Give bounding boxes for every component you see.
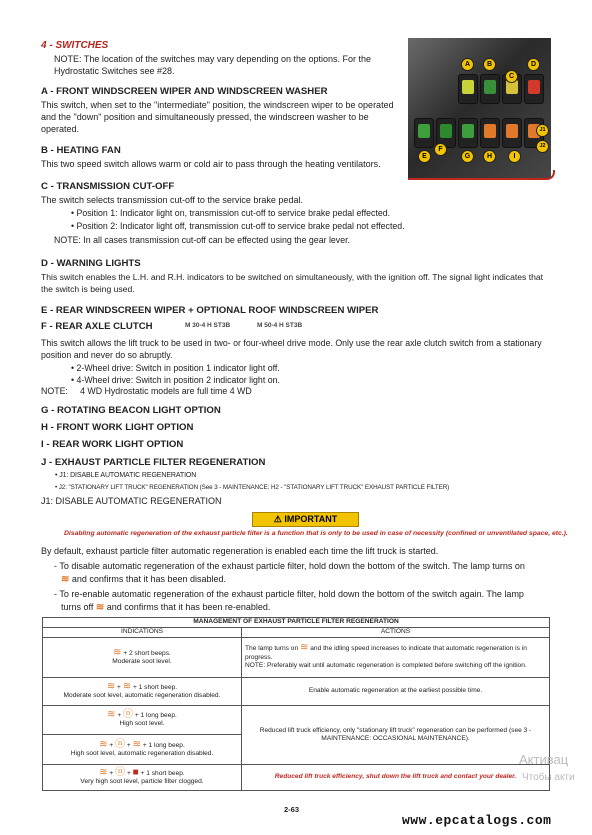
reenable-text-2b: and confirms that it has been re-enabled. (106, 602, 271, 612)
r3-ind-a: + 1 long beep. (134, 712, 177, 720)
reenable-text-1: - To re-enable automatic regeneration of the exhaust particle filter, hold down the bottom of the switch again. The lamp (54, 589, 524, 599)
model-label-1: M 30-4 H ST3B (185, 322, 231, 329)
callout-f: F (434, 143, 447, 156)
text-a: This switch, when set to the "intermediate" position, the windscreen wiper to be operated and the "down" position and simultaneously pressed, the windscreen washer to be operated. (41, 100, 394, 134)
intro-note: NOTE: The location of the switches may vary depending on the options. For the Hydrostatic Switches see #28. (54, 54, 372, 76)
callout-i: I (508, 150, 521, 163)
r5-indication: ≋ + ⓝ + ■ + 1 short beep. Very high soot level, particle filter clogged. (43, 765, 242, 791)
filter-lamp-icon: ≋ (122, 680, 132, 692)
activation-watermark-sub: Чтобы акти (522, 772, 575, 783)
disable-text-2: and confirms that it has been disabled. (71, 574, 227, 584)
activation-watermark: Активац (519, 752, 569, 767)
callout-a: A (461, 58, 474, 71)
disable-text-1: - To disable automatic regeneration of the exhaust particle filter, hold down the bottom of the switch. The lamp turns on (54, 561, 525, 571)
heading-f: F - REAR AXLE CLUTCH (41, 321, 153, 332)
table-title: MANAGEMENT OF EXHAUST PARTICLE FILTER REGENERATION (43, 618, 550, 628)
r2-ind-a: + 1 short beep. (132, 683, 178, 691)
label-j1: J1: DISABLE AUTOMATIC REGENERATION (41, 496, 222, 506)
heading-b: B - HEATING FAN (41, 145, 121, 156)
r34-action: Reduced lift truck efficiency, only "stationary lift truck" regeneration can be performed (see 3 - MAINTENANCE: OCCASIONAL MAINTENANCE). (242, 706, 550, 765)
r1-act-a: The lamp turns on (245, 645, 299, 653)
section-title: 4 - SWITCHES (41, 40, 109, 51)
warning-icon: ⚠ (273, 514, 282, 524)
heading-a: A - FRONT WINDSCREEN WIPER AND WINDSCREEN WASHER (41, 86, 328, 97)
filter-icon: ≋ (107, 709, 116, 721)
reenable-line-2 (61, 601, 270, 614)
text-f: This switch allows the lift truck to be used in two- or four-wheel drive mode. Only use the rear axle clutch switch from a stationary position and never do so abruptly. (41, 338, 542, 360)
default-text: By default, exhaust particle filter automatic regeneration is enabled each time the lift truck is started. (41, 546, 439, 556)
r5-action: Reduced lift truck efficiency, shut down the lift truck and contact your dealer. (242, 765, 550, 791)
col-actions: ACTIONS (242, 628, 550, 638)
callout-e: E (418, 150, 431, 163)
table-row (43, 765, 550, 791)
r4-indication: ≋ + ⓝ + ≋ + 1 long beep. High soot level, automatic regeneration disabled. (43, 735, 242, 765)
site-watermark: www.epcatalogs.com (402, 813, 552, 828)
bullet-c2: • Position 2: Indicator light off, transmission cut-off to service brake pedal not effected. (71, 221, 405, 231)
engine-warning-icon: ⓝ (123, 709, 134, 721)
r3-indication: ≋ + ⓝ + 1 long beep. High soot level. (43, 706, 242, 735)
r1-action (242, 638, 550, 678)
text-d: This switch enables the L.H. and R.H. indicators to be switched on simultaneously, with the ignition off. The signal light indicates that the switch is being used. (41, 272, 544, 294)
r5-ind-a: + 1 short beep. (140, 769, 185, 777)
col-indications: INDICATIONS (43, 628, 242, 638)
sub-j1: • J1: DISABLE AUTOMATIC REGENERATION (55, 472, 197, 479)
engine-warning-icon: ⓝ (115, 766, 126, 778)
r1-act-b: and the idling speed increases to indicate that automatic regeneration is in progress. (245, 645, 527, 661)
text-c: The switch selects transmission cut-off to the service brake pedal. (41, 195, 303, 205)
table-row (43, 638, 550, 678)
model-label-2: M 50-4 H ST3B (257, 322, 303, 329)
callout-j2: J2 (536, 140, 549, 153)
regeneration-table (42, 617, 550, 791)
text-b: This two speed switch allows warm or cold air to pass through the heating ventilators. (41, 159, 381, 169)
filter-icon: ≋ (113, 646, 122, 658)
table-row (43, 678, 550, 706)
photo-frame (408, 170, 555, 180)
filter-lamp-icon: ≋ (95, 601, 105, 613)
callout-h: H (483, 150, 496, 163)
bullet-f2: • 4-Wheel drive: Switch in position 2 indicator light on. (71, 375, 280, 385)
heading-j: J - EXHAUST PARTICLE FILTER REGENERATION (41, 457, 266, 468)
heading-d: D - WARNING LIGHTS (41, 258, 141, 269)
r1-ind-b: Moderate soot level. (112, 657, 172, 665)
filter-icon: ≋ (99, 766, 108, 778)
callout-d: D (527, 58, 540, 71)
r1-act-c: NOTE: Preferably wait until automatic regeneration is completed before switching off the ignition. (245, 662, 527, 670)
stop-icon: ■ (132, 766, 139, 778)
heading-h: H - FRONT WORK LIGHT OPTION (41, 422, 194, 433)
callout-b: B (483, 58, 496, 71)
r5-ind-b: Very high soot level, particle filter clogged. (80, 777, 204, 785)
bullet-f1: • 2-Wheel drive: Switch in position 1 indicator light off. (71, 363, 280, 373)
important-text: Disabling automatic regeneration of the exhaust particle filter is a function that is only to be used in case of necessity (confined or unventilated space, etc.). (64, 530, 568, 537)
filter-icon: ≋ (300, 642, 309, 654)
r4-ind-b: High soot level, automatic regeneration disabled. (70, 749, 214, 757)
bullet-c1: • Position 1: Indicator light on, transmission cut-off to service brake pedal effected. (71, 208, 391, 218)
r3-ind-b: High soot level. (119, 720, 165, 728)
engine-warning-icon: ⓝ (115, 738, 126, 750)
disable-line-2 (61, 573, 226, 586)
table-row (43, 706, 550, 735)
note-f: NOTE: 4 WD Hydrostatic models are full time 4 WD (41, 386, 252, 396)
heading-g: G - ROTATING BEACON LIGHT OPTION (41, 405, 221, 416)
r2-action: Enable automatic regeneration at the earliest possible time. (242, 678, 550, 706)
note-c: NOTE: In all cases transmission cut-off can be effected using the gear lever. (54, 235, 350, 245)
heading-e: E - REAR WINDSCREEN WIPER + OPTIONAL ROOF WINDSCREEN WIPER (41, 305, 379, 316)
heading-i: I - REAR WORK LIGHT OPTION (41, 439, 184, 450)
filter-icon: ≋ (99, 738, 108, 750)
heading-c: C - TRANSMISSION CUT-OFF (41, 181, 175, 192)
r4-ind-a: + 1 long beep. (142, 741, 185, 749)
page-number: 2-63 (284, 805, 300, 814)
r1-ind-a: + 2 short beeps. (123, 649, 171, 657)
r2-ind-b: Moderate soot level, automatic regeneration disabled. (63, 691, 221, 699)
reenable-text-2a: turns off (61, 602, 94, 612)
filter-lamp-icon: ≋ (132, 738, 141, 750)
filter-lamp-icon: ≋ (61, 573, 70, 585)
filter-icon: ≋ (106, 680, 116, 692)
sub-j2: • J2: "STATIONARY LIFT TRUCK" REGENERATION (See 3 - MAINTENANCE: H2 - "STATIONARY LIFT TRUCK" EXHAUST PARTICLE FILTER) (55, 484, 450, 491)
r2-indication: ≋ + ≋ + 1 short beep. Moderate soot level, automatic regeneration disabled. (43, 678, 242, 706)
r1-indication (43, 638, 242, 678)
callout-c: C (505, 70, 518, 83)
important-banner (252, 512, 359, 527)
callout-j1: J1 (536, 124, 549, 137)
callout-g: G (461, 150, 474, 163)
switch-panel-photo (408, 38, 551, 178)
important-label: IMPORTANT (284, 514, 338, 524)
